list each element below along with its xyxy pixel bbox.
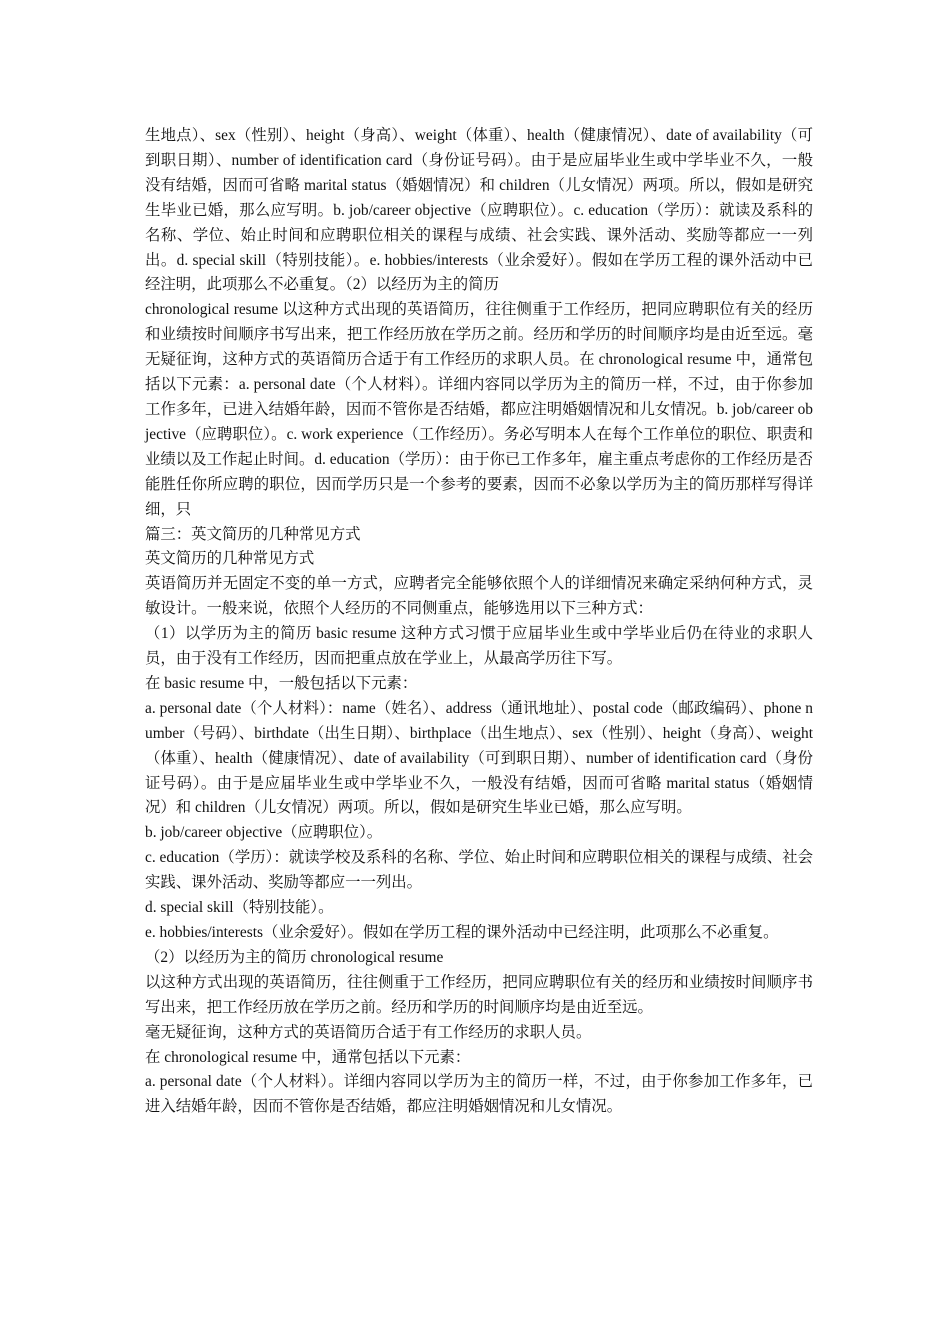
- paragraph-chronological-heading: （2）以经历为主的简历 chronological resume: [145, 948, 444, 966]
- list-item-job-objective: b. job/career objective（应聘职位）。: [145, 824, 383, 842]
- article-title: 英文简历的几种常见方式: [145, 550, 315, 568]
- list-item-hobbies: e. hobbies/interests（业余爱好）。假如在学历工程的课外活动中已经注明，此项那么不必重复。: [145, 924, 779, 941]
- list-item-special-skill: d. special skill（特别技能）。: [145, 899, 334, 917]
- document-body: [145, 124, 813, 1120]
- paragraph-chronological-suitability: 毫无疑征询，这种方式的英语简历合适于有工作经历的求职人员。: [145, 1023, 592, 1041]
- section-heading: 篇三：英文简历的几种常见方式: [145, 525, 361, 543]
- paragraph-basic-resume: （1）以学历为主的简历 basic resume 这种方式习惯于应届毕业生或中学毕业后仍在待业的求职人员，由于没有工作经历，因而把重点放在学业上，从最高学历往下写。: [145, 625, 813, 668]
- paragraph-basic-resume-continued: 生地点）、sex（性别）、height（身高）、weight（体重）、health（健康情况）、date of availability（可到职日期）、number of identification card（身份证号码）。由于是应届毕业生或中学毕业不久，一般没有结婚，因而可省略 marital status（婚姻情况）和 children（儿女情况）两项。所以，假如是研究生毕业已婚，那么应写明。b. job/career objective（应聘职位）。c. education（学历）：就读及系科的名称、学位、始止时间和应聘职位相关的课程与成绩、社会实践、课外活动、奖励等都应一一列出。d. special skill（特别技能）。e. hobbies/interests（业余爱好）。假如在学历工程的课外活动中已经注明，此项那么不必重复。（2）以经历为主的简历: [145, 127, 813, 294]
- paragraph-chronological-desc: 以这种方式出现的英语简历，往往侧重于工作经历，把同应聘职位有关的经历和业绩按时间顺序书写出来，把工作经历放在学历之前。经历和学历的时间顺序均是由近至远。: [145, 973, 813, 1016]
- paragraph-basic-elements: 在 basic resume 中，一般包括以下元素：: [145, 674, 418, 692]
- paragraph-chronological-elements: 在 chronological resume 中，通常包括以下元素：: [145, 1048, 471, 1066]
- list-item-education: c. education（学历）：就读学校及系科的名称、学位、始止时间和应聘职位相关的课程与成绩、社会实践、课外活动、奖励等都应一一列出。: [145, 849, 813, 892]
- paragraph-chronological-resume: chronological resume 以这种方式出现的英语简历，往往侧重于工作经历，把同应聘职位有关的经历和业绩按时间顺序书写出来，把工作经历放在学历之前。经历和学历的时间顺序均是由近至远。毫无疑征询，这种方式的英语简历合适于有工作经历的求职人员。在 chronological resume 中，通常包括以下元素：a. personal date（个人材料）。详细内容同以学历为主的简历一样，不过，由于你参加工作多年，已进入结婚年龄，因而不管你是否结婚，都应注明婚姻情况和儿女情况。b. job/career objective（应聘职位）。c. work experience（工作经历）。务必写明本人在每个工作单位的职位、职责和业绩以及工作起止时间。d. education（学历）：由于你已工作多年，雇主重点考虑你的工作经历是否能胜任你所应聘的职位，因而学历只是一个参考的要素，因而不必象以学历为主的简历那样写得详细，只: [145, 301, 813, 518]
- list-item-personal-date-chronological: a. personal date（个人材料）。详细内容同以学历为主的简历一样，不过，由于你参加工作多年，已进入结婚年龄，因而不管你是否结婚，都应注明婚姻情况和儿女情况。: [145, 1073, 813, 1116]
- list-item-personal-date: a. personal date（个人材料）：name（姓名）、address（通讯地址）、postal code（邮政编码）、phone number（号码）、birthdate（出生日期）、birthplace（出生地点）、sex（性别）、height（身高）、weight（体重）、health（健康情况）、date of availability（可到职日期）、number of identification card（身份证号码）。由于是应届毕业生或中学毕业不久，一般没有结婚，因而可省略 marital status（婚姻情况）和 children（儿女情况）两项。所以，假如是研究生毕业已婚，那么应写明。: [145, 699, 813, 817]
- paragraph-intro: 英语简历并无固定不变的单一方式，应聘者完全能够依照个人的详细情况来确定采纳何种方式，灵敏设计。一般来说，依照个人经历的不同侧重点，能够选用以下三种方式：: [145, 575, 813, 618]
